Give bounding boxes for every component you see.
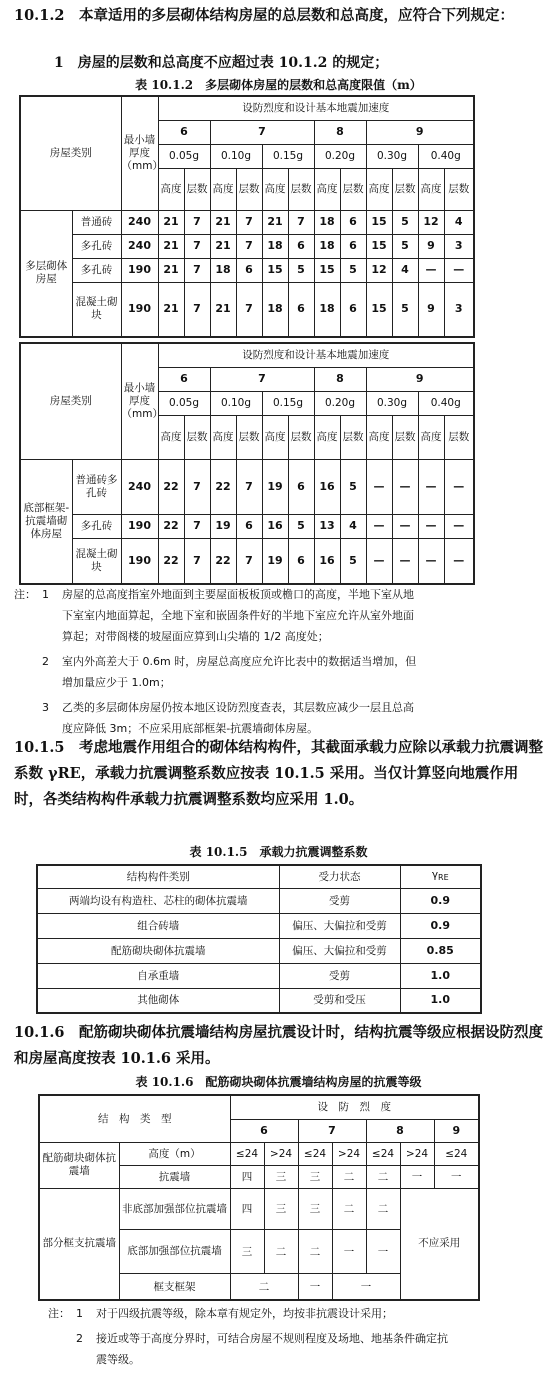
cell: 5 (392, 282, 418, 337)
row-type: 组合砖墙 (37, 913, 279, 938)
storeys-header: 层数 (444, 415, 474, 459)
table-10-1-6 (38, 1094, 480, 1301)
section-10-1-2-text: 10.1.2 本章适用的多层砌体结构房屋的总层数和总高度，应符合下列规定： (14, 7, 514, 24)
intensity-header: 9 (434, 1119, 479, 1142)
cell: 7 (184, 538, 210, 584)
cell: 21 (158, 258, 184, 282)
header-group: 设防烈度和设计基本地震加速度 (158, 343, 474, 367)
col-gamma-re (400, 865, 481, 888)
height-header: 高度 (262, 168, 288, 210)
accel-header: 0.40g (418, 144, 474, 168)
note-text: 震等级。 (96, 1353, 140, 1366)
cell: 13 (314, 514, 340, 538)
cell: — (366, 459, 392, 514)
cell: >24 (400, 1142, 434, 1165)
cell: — (418, 514, 444, 538)
cell: — (444, 538, 474, 584)
row-wall-label: 抗震墙 (119, 1165, 230, 1188)
row-group-label: 底部框架-抗震墙砌体房屋 (20, 459, 72, 584)
intensity-header: 8 (314, 367, 366, 391)
cell: 19 (210, 514, 236, 538)
cell: 21 (210, 210, 236, 234)
cell: 三 (298, 1165, 332, 1188)
cell: 18 (262, 282, 288, 337)
section-10-1-5-text: 10.1.5 考虑地震作用组合的砌体结构构件，其截面承载力应除以承载力抗震调整系数 γRE，承载力抗震调整系数应按表 10.1.5 采用。当仅计算竖向地震作用时，各类结构构件承载力抗震调整系数均应采用 1.0。 (14, 739, 543, 808)
accel-header: 0.20g (314, 144, 366, 168)
cell: 三 (264, 1188, 298, 1229)
table-row (39, 1142, 479, 1165)
cell: 一 (366, 1230, 400, 1274)
cell: 18 (314, 210, 340, 234)
row-type: 多孔砖 (72, 234, 121, 258)
cell: 7 (236, 234, 262, 258)
intensity-header: 7 (298, 1119, 366, 1142)
height-header: 高度 (366, 168, 392, 210)
table-10-1-5-caption: 表 10.1.5 承载力抗震调整系数 (189, 845, 368, 859)
cell: 18 (210, 258, 236, 282)
row-type: 两端均设有构造柱、芯柱的砌体抗震墙 (37, 888, 279, 913)
intensity-header: 7 (210, 367, 314, 391)
cell: 6 (288, 538, 314, 584)
accel-header: 0.10g (210, 144, 262, 168)
table-10-1-2-notes (14, 584, 484, 739)
cell: 6 (288, 459, 314, 514)
cell: 二 (230, 1274, 298, 1300)
cell: ≤24 (298, 1142, 332, 1165)
cell: 12 (418, 210, 444, 234)
note-number: 2 (42, 655, 49, 668)
row-type: 配筋砌块砌体抗震墙 (37, 938, 279, 963)
col-house-type: 房屋类别 (20, 96, 121, 210)
cell: 19 (262, 538, 288, 584)
storeys-header: 层数 (184, 168, 210, 210)
cell: 7 (236, 459, 262, 514)
row-bottom-label: 底部加强部位抗震墙 (119, 1230, 230, 1274)
notes-label: 注： (14, 588, 36, 601)
storeys-header: 层数 (392, 168, 418, 210)
col-min-wall: 最小墙厚度（mm） (121, 96, 158, 210)
cell: 15 (366, 210, 392, 234)
height-header: 高度 (418, 168, 444, 210)
cell: 四 (230, 1188, 264, 1229)
row-frame-label: 框支框架 (119, 1274, 230, 1300)
cell: — (392, 459, 418, 514)
accel-header: 0.05g (158, 391, 210, 415)
table-row (20, 459, 474, 514)
cell: 15 (366, 234, 392, 258)
cell: ≤24 (434, 1142, 479, 1165)
cell: 7 (236, 210, 262, 234)
col-house-type: 房屋类别 (20, 343, 121, 459)
cell: 5 (392, 210, 418, 234)
cell: 5 (288, 514, 314, 538)
cell: 7 (184, 210, 210, 234)
cell: 12 (366, 258, 392, 282)
table-row (37, 938, 481, 963)
intensity-header: 9 (366, 367, 474, 391)
table-row (39, 1188, 479, 1229)
height-header: 高度 (366, 415, 392, 459)
cell: — (418, 538, 444, 584)
cell: 四 (230, 1165, 264, 1188)
cell: 18 (262, 234, 288, 258)
row-state: 受剪 (279, 963, 400, 988)
group-label-reinforced: 配筋砌块砌体抗震墙 (39, 1142, 119, 1188)
cell: 6 (288, 234, 314, 258)
row-type: 其他砌体 (37, 988, 279, 1013)
cell: 三 (230, 1230, 264, 1274)
cell: 9 (418, 282, 444, 337)
col-member-type: 结构构件类别 (37, 865, 279, 888)
row-wall: 190 (121, 514, 158, 538)
cell: 4 (392, 258, 418, 282)
row-type: 多孔砖 (72, 258, 121, 282)
cell: >24 (332, 1142, 366, 1165)
notes-label: 注： (48, 1307, 70, 1320)
table-10-1-2 (19, 95, 475, 338)
row-state: 受剪 (279, 888, 400, 913)
accel-header: 0.20g (314, 391, 366, 415)
intensity-header: 8 (314, 120, 366, 144)
cell: 16 (314, 459, 340, 514)
note-number: 1 (42, 588, 49, 601)
cell: — (366, 538, 392, 584)
col-intensity: 设 防 烈 度 (230, 1095, 479, 1119)
note-number: 3 (42, 701, 49, 714)
note-text: 度应降低 3m；不应采用底部框架-抗震墙砌体房屋。 (62, 722, 319, 735)
cell: 5 (340, 538, 366, 584)
note-text: 增加量应少于 1.0m； (62, 676, 171, 689)
cell: 21 (210, 234, 236, 258)
col-force-state: 受力状态 (279, 865, 400, 888)
intensity-header: 7 (210, 120, 314, 144)
cell: 21 (262, 210, 288, 234)
cell: 6 (340, 234, 366, 258)
accel-header: 0.05g (158, 144, 210, 168)
table-row (20, 210, 474, 234)
height-header: 高度 (314, 168, 340, 210)
section-10-1-2-item-1: 1 房屋的层数和总高度不应超过表 10.1.2 的规定； (54, 55, 389, 71)
row-state: 偏压、大偏拉和受剪 (279, 913, 400, 938)
cell: 18 (314, 282, 340, 337)
cell: 5 (288, 258, 314, 282)
height-header: 高度 (418, 415, 444, 459)
cell: — (418, 258, 444, 282)
cell: 22 (210, 459, 236, 514)
accel-header: 0.15g (262, 144, 314, 168)
cell: 三 (264, 1165, 298, 1188)
storeys-header: 层数 (340, 415, 366, 459)
col-min-wall: 最小墙厚度（mm） (121, 343, 158, 459)
cell: 5 (340, 459, 366, 514)
row-value: 1.0 (400, 988, 481, 1013)
cell: — (444, 459, 474, 514)
storeys-header: 层数 (288, 415, 314, 459)
cell: 6 (340, 282, 366, 337)
cell: 7 (184, 459, 210, 514)
table-row (20, 282, 474, 337)
cell: 21 (210, 282, 236, 337)
table-row (37, 888, 481, 913)
table-row (20, 514, 474, 538)
storeys-header: 层数 (236, 415, 262, 459)
cell: 9 (418, 234, 444, 258)
cell: 15 (314, 258, 340, 282)
row-wall: 190 (121, 258, 158, 282)
cell: 22 (158, 514, 184, 538)
cell: 一 (400, 1165, 434, 1188)
accel-header: 0.10g (210, 391, 262, 415)
row-type: 多孔砖 (72, 514, 121, 538)
row-wall: 240 (121, 210, 158, 234)
height-header: 高度 (158, 415, 184, 459)
cell: 22 (158, 459, 184, 514)
row-state: 受剪和受压 (279, 988, 400, 1013)
cell: — (366, 514, 392, 538)
gamma-symbol: γ (431, 869, 439, 882)
table-row (20, 538, 474, 584)
table-10-1-5 (36, 864, 482, 1014)
cell: ≤24 (366, 1142, 400, 1165)
storeys-header: 层数 (392, 415, 418, 459)
storeys-header: 层数 (288, 168, 314, 210)
row-wall: 240 (121, 234, 158, 258)
cell: 15 (262, 258, 288, 282)
cell: 16 (262, 514, 288, 538)
row-type: 普通砖 (72, 210, 121, 234)
cell: 一 (298, 1274, 332, 1300)
cell: — (392, 538, 418, 584)
row-state: 偏压、大偏拉和受剪 (279, 938, 400, 963)
cell: 15 (366, 282, 392, 337)
height-header: 高度 (314, 415, 340, 459)
row-value: 1.0 (400, 963, 481, 988)
cell: — (444, 258, 474, 282)
not-applicable-cell: 不应采用 (400, 1188, 479, 1300)
intensity-header: 6 (158, 367, 210, 391)
cell: — (444, 514, 474, 538)
row-type: 自承重墙 (37, 963, 279, 988)
table-row (20, 234, 474, 258)
cell: 一 (434, 1165, 479, 1188)
row-type: 混凝土砌块 (72, 538, 121, 584)
height-header: 高度 (210, 415, 236, 459)
row-value: 0.9 (400, 888, 481, 913)
cell: 3 (444, 282, 474, 337)
cell: 二 (366, 1165, 400, 1188)
note-number: 2 (76, 1332, 83, 1345)
cell: 4 (340, 514, 366, 538)
accel-header: 0.40g (418, 391, 474, 415)
cell: 7 (184, 514, 210, 538)
storeys-header: 层数 (236, 168, 262, 210)
cell: 6 (236, 514, 262, 538)
height-header: 高度 (158, 168, 184, 210)
storeys-header: 层数 (184, 415, 210, 459)
cell: 22 (158, 538, 184, 584)
table-row (37, 963, 481, 988)
row-wall: 240 (121, 459, 158, 514)
intensity-header: 8 (366, 1119, 434, 1142)
note-text: 算起；对带阁楼的坡屋面应算到山尖墙的 1/2 高度处； (62, 630, 329, 643)
height-header: 高度 (262, 415, 288, 459)
row-value: 0.9 (400, 913, 481, 938)
gamma-subscript: RE (438, 873, 449, 883)
row-wall: 190 (121, 538, 158, 584)
cell: 21 (158, 282, 184, 337)
cell: 21 (158, 210, 184, 234)
cell: 二 (366, 1188, 400, 1229)
cell: 二 (332, 1188, 366, 1229)
height-header: 高度 (210, 168, 236, 210)
cell: ≤24 (230, 1142, 264, 1165)
row-height-label: 高度（m） (119, 1142, 230, 1165)
cell: — (418, 459, 444, 514)
cell: 3 (444, 234, 474, 258)
cell: 一 (332, 1230, 366, 1274)
row-value: 0.85 (400, 938, 481, 963)
row-type: 混凝土砌块 (72, 282, 121, 337)
cell: 7 (184, 258, 210, 282)
cell: 一 (332, 1274, 400, 1300)
cell: 7 (236, 282, 262, 337)
accel-header: 0.15g (262, 391, 314, 415)
table-row (20, 258, 474, 282)
cell: 7 (288, 210, 314, 234)
cell: 7 (184, 234, 210, 258)
cell: >24 (264, 1142, 298, 1165)
note-text: 下室室内地面算起，全地下室和嵌固条件好的半地下室应允许从室外地面 (62, 609, 414, 622)
table-10-1-2-caption: 表 10.1.2 多层砌体房屋的层数和总高度限值（m） (135, 78, 422, 92)
storeys-header: 层数 (340, 168, 366, 210)
cell: 5 (392, 234, 418, 258)
note-text: 对于四级抗震等级，除本章有规定外，均按非抗震设计采用； (96, 1307, 393, 1320)
table-10-1-6-notes (48, 1303, 510, 1370)
table-row (37, 913, 481, 938)
cell: 7 (184, 282, 210, 337)
intensity-header: 9 (366, 120, 474, 144)
table-10-1-2-continued (19, 342, 475, 585)
cell: 三 (298, 1188, 332, 1229)
col-structure-type: 结 构 类 型 (39, 1095, 230, 1142)
cell: 6 (340, 210, 366, 234)
row-type: 普通砖多孔砖 (72, 459, 121, 514)
note-text: 室内外高差大于 0.6m 时，房屋总高度应允许比表中的数据适当增加，但 (62, 655, 417, 668)
table-10-1-6-caption: 表 10.1.6 配筋砌块砌体抗震墙结构房屋的抗震等级 (135, 1075, 422, 1089)
intensity-header: 6 (158, 120, 210, 144)
cell: 4 (444, 210, 474, 234)
note-text: 接近或等于高度分界时，可结合房屋不规则程度及场地、地基条件确定抗 (96, 1332, 448, 1345)
row-wall: 190 (121, 282, 158, 337)
row-nonbottom-label: 非底部加强部位抗震墙 (119, 1188, 230, 1229)
cell: 6 (288, 282, 314, 337)
cell: 二 (298, 1230, 332, 1274)
group-label-partial-frame: 部分框支抗震墙 (39, 1188, 119, 1300)
cell: 19 (262, 459, 288, 514)
cell: 22 (210, 538, 236, 584)
note-text: 乙类的多层砌体房屋仍按本地区设防烈度查表，其层数应减少一层且总高 (62, 701, 414, 714)
cell: 5 (340, 258, 366, 282)
accel-header: 0.30g (366, 391, 418, 415)
storeys-header: 层数 (444, 168, 474, 210)
note-text: 房屋的总高度指室外地面到主要屋面板板顶或檐口的高度，半地下室从地 (62, 588, 414, 601)
note-number: 1 (76, 1307, 83, 1320)
table-row (37, 988, 481, 1013)
accel-header: 0.30g (366, 144, 418, 168)
row-group-label: 多层砌体房屋 (20, 210, 72, 337)
cell: 6 (236, 258, 262, 282)
section-10-1-6-text: 10.1.6 配筋砌块砌体抗震墙结构房屋抗震设计时，结构抗震等级应根据设防烈度和房屋高度按表 10.1.6 采用。 (14, 1024, 543, 1067)
intensity-header: 6 (230, 1119, 298, 1142)
cell: — (392, 514, 418, 538)
cell: 7 (236, 538, 262, 584)
cell: 18 (314, 234, 340, 258)
cell: 二 (264, 1230, 298, 1274)
cell: 16 (314, 538, 340, 584)
cell: 二 (332, 1165, 366, 1188)
cell: 21 (158, 234, 184, 258)
header-group: 设防烈度和设计基本地震加速度 (158, 96, 474, 120)
